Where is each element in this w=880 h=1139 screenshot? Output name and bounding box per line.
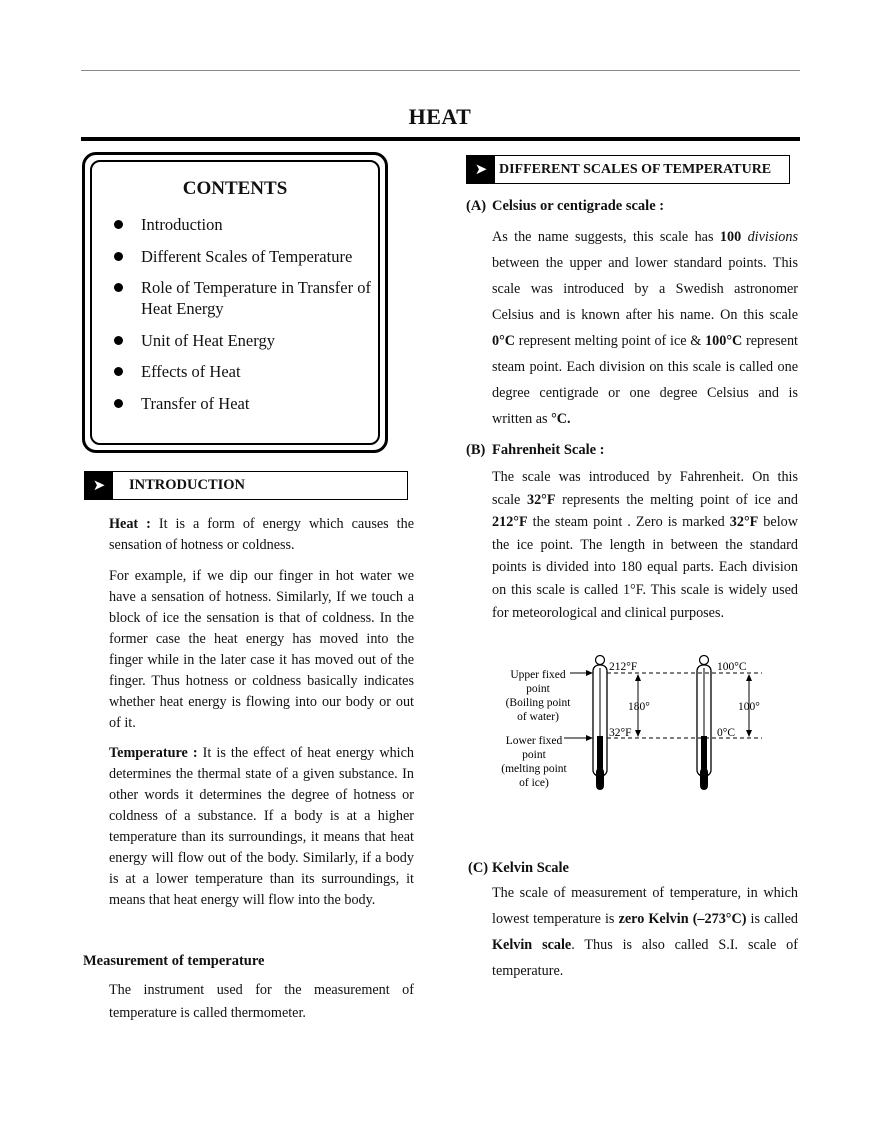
measurement-text: The instrument used for the measurement of temperature is called thermometer. [109,982,414,1021]
introduction-header-label: INTRODUCTION [129,477,246,493]
measurement-paragraph [109,979,414,1025]
arrow-icon [586,670,593,676]
thermometer-diagram [490,650,780,800]
scales-header-label: DIFFERENT SCALES OF TEMPERATURE [499,161,772,177]
text-run: below the ice point. The length in between the standard points is divided into 180 equal parts. Each division on this scale is called 1°F. This scale is widely used for meteorological and clinical purposes. [492,514,798,621]
measurement-title: Measurement of temperature [83,953,265,969]
text-run: As the name suggests, this scale has [492,229,720,245]
contents-item [106,246,381,267]
bullet-icon [114,220,123,229]
arrow-icon [746,730,752,737]
bold-run: Kelvin scale [492,937,572,953]
contents-item-label: Effects of Heat [141,362,241,381]
bullet-icon [114,252,123,261]
contents-item [106,277,381,319]
arrow-icon: ➤ [467,156,495,183]
bold-run: 0°C [492,333,516,349]
temperature-term: Temperature : [109,745,198,761]
text-run: The scale was introduced by Fahrenheit. On this scale [492,469,798,508]
contents-list [106,214,381,424]
section-b-paragraph [492,466,798,624]
upper-label-4: of water) [517,711,559,723]
bullet-icon [114,336,123,345]
contents-title: CONTENTS [182,178,288,199]
lower-label-2: point [522,749,546,761]
contents-item-label: Introduction [141,215,223,234]
text-run: is called [746,911,798,927]
c-bottom-label: 0°C [717,727,736,739]
upper-label-2: point [526,683,550,695]
contents-item [106,214,381,235]
section-a-paragraph [492,224,798,432]
bullet-icon [114,283,123,292]
contents-item [106,330,381,351]
contents-item [106,361,381,382]
example-text: For example, if we dip our finger in hot water we have a sensation of hotness. Similarly, If we touch a block of ice the sensation is that of coldness. In the former case the heat energy has moved into the finger while in the later case it has moved out of the finger. Thus hotness or coldness basically indicates whether heat energy is flowing into our body or out of it. [109,568,414,731]
heat-term: Heat : [109,516,151,532]
arrow-icon [586,735,593,741]
heat-def-text: It is a form of energy which causes the sensation of hotness or coldness. [109,516,414,553]
section-c-label: (C) [468,860,489,876]
contents-item-label: Transfer of Heat [141,393,250,413]
bold-run: 212°F [492,514,528,531]
temperature-def-text: It is the effect of heat energy which determines the thermal state of a given substance. In other words it determines the degree of hotness or coldness of a substance. If a body is at a higher temperature than its surroundings, it means that heat energy will flow out of the body. Similarly, if a body is at a lower temperature than its surroundings, it means that heat energy will flow into the body. [109,745,415,908]
title-rule [81,137,800,141]
bullet-icon [114,399,123,408]
bold-run: 32°F [729,514,759,531]
c-span-label: 100° [738,701,760,713]
text-run: represent melting point of ice & [515,333,706,349]
section-c-paragraph [492,880,798,984]
bold-run: 100°C [705,333,743,349]
arrow-icon [635,674,641,681]
lower-label-1: Lower fixed [505,735,563,747]
top-rule [81,70,800,71]
text-run: The scale of measurement of temperature, in which lowest temperature is [492,885,798,927]
contents-inner-border [90,160,380,445]
bold-run: 100 [719,229,742,245]
bold-run: zero Kelvin (–273°C) [618,911,747,927]
f-top-label: 212°F [609,661,638,673]
text-run: represents the melting point of ice and [555,491,798,508]
contents-item-label: Different Scales of Temperature [141,246,353,266]
section-a-label: (A) [466,198,487,214]
text-run: the steam point . Zero is marked [527,514,730,531]
c-top-label: 100°C [717,661,747,673]
arrow-icon [746,674,752,681]
bold-run: 32°F [526,491,556,508]
text-run: represent steam point. Each division on this scale is called one degree centigrade or one degree Celsius and is written as [492,333,798,427]
scales-header [466,155,790,184]
lower-label-3: (melting point [501,763,567,775]
example-paragraph [109,566,414,734]
bullet-icon [114,367,123,376]
arrow-icon [635,730,641,737]
contents-item [106,393,381,414]
temperature-definition [109,743,414,911]
f-span-label: 180° [628,701,650,713]
upper-label-3: (Boiling point [505,697,571,709]
f-bottom-label: 32°F [609,727,632,739]
text-run: . Thus is also called S.I. scale of temperature. [492,937,798,979]
section-b-title: Fahrenheit Scale : [492,442,605,458]
contents-item-label: Role of Temperature in Transfer of Heat Energy [141,278,371,318]
italic-run: divisions [747,229,799,245]
section-a-title: Celsius or centigrade scale : [492,198,665,214]
heat-definition [109,514,414,556]
bold-run: °C. [551,411,571,427]
lower-label-4: of ice) [519,777,549,789]
celsius-thermometer [697,656,711,791]
section-b-label: (B) [466,442,486,458]
text-run: between the upper and lower standard points. This scale was introduced by a Swedish astronomer Celsius and is known after his name. On this scale [492,255,798,323]
fahrenheit-thermometer [593,656,607,791]
page-title: HEAT [408,104,472,129]
arrow-icon: ➤ [85,472,113,499]
contents-item-label: Unit of Heat Energy [141,330,275,350]
contents-box [82,152,388,453]
upper-label-1: Upper fixed [510,669,566,681]
introduction-header [84,471,408,500]
section-c-title: Kelvin Scale [492,860,569,876]
